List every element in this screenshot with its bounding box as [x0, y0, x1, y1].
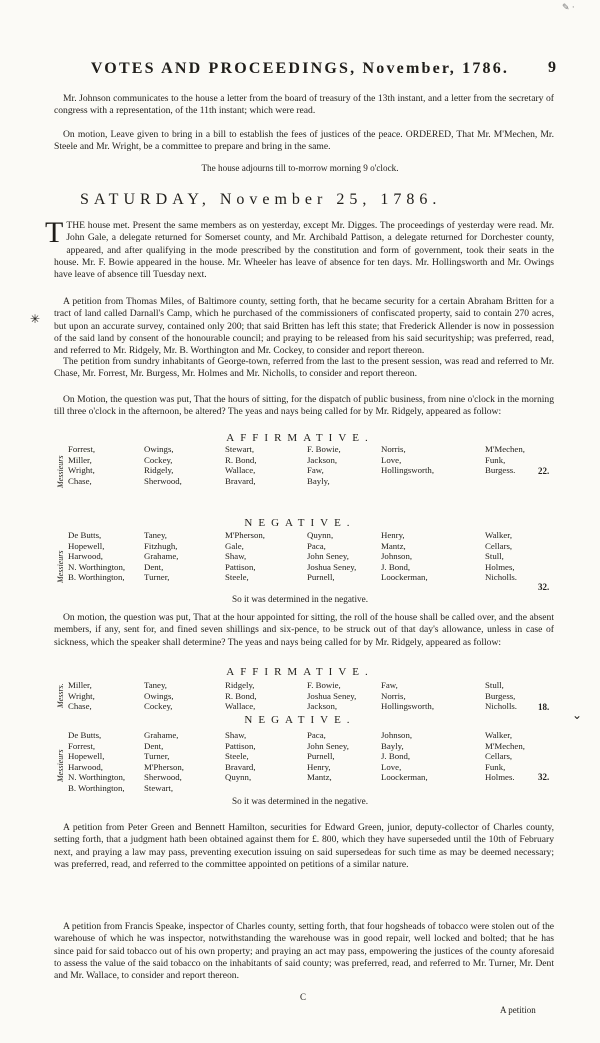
member-name: Stewart,: [225, 444, 255, 454]
member-name: Pattison,: [225, 561, 256, 572]
vote-row: [68, 691, 579, 702]
member-name: [485, 476, 579, 487]
member-name: F. Bowie,: [307, 680, 341, 690]
member-name: Nicholls.: [485, 701, 518, 711]
vote1-affirmative-total: 22.: [538, 466, 550, 476]
member-name: Hollingsworth,: [381, 701, 435, 711]
vote1-negative-label: NEGATIVE.: [244, 517, 356, 529]
vote2-negative-label: NEGATIVE.: [244, 714, 356, 726]
member-name: Wright,: [68, 465, 95, 475]
member-name: Jackson,: [307, 454, 338, 465]
paragraph-speake-petition: A petition from Francis Speake, inspector of Charles county, setting forth, that four hogsheads of tobacco were stolen out of the warehouse of which he was inspector, notwithstanding the warehouse was in good repair, well locked and bolted; that he has since paid for said tobacco out of his own property; and praying an act may pass, empowering the justices of the county aforesaid to assess the value of the said tobacco on the inhabitants of said county; was preferred, read, and referred to Mr. Turner, Mr. Dent and Mr. Wallace, to consider and report thereon.: [54, 921, 554, 982]
member-name: Owings,: [144, 444, 174, 454]
member-name: M'Mechen,: [485, 444, 525, 454]
vote-row: [68, 541, 579, 552]
margin-mark-right: ⌄: [572, 708, 583, 722]
vote-row: [68, 530, 579, 541]
paragraph-hours-motion: On Motion, the question was put, That the hours of sitting, for the dispatch of public business, from nine o'clock in the morning till three o'clock in the afternoon, be altered? The yeas and nays being called for by Mr. Ridgely, appeared as follow:: [54, 394, 554, 418]
member-name: Sherwood,: [144, 475, 182, 486]
vote-row: [68, 444, 579, 455]
member-name: Loockerman,: [381, 572, 428, 582]
member-name: John Seney,: [307, 551, 349, 561]
member-name: N. Worthington,: [68, 561, 126, 572]
member-name: Cellars,: [485, 751, 513, 761]
vote-row: [68, 751, 579, 762]
vote2-negative-table: [68, 730, 579, 793]
member-name: Funk,: [485, 454, 506, 465]
member-name: Harwood,: [68, 551, 103, 561]
member-name: Burgess.: [485, 465, 516, 475]
vote-row: [68, 455, 579, 466]
member-name: De Butts,: [68, 730, 102, 740]
vote1-affirmative-table: [68, 444, 579, 486]
member-name: Joshua Seney,: [307, 690, 357, 701]
member-name: Turner,: [144, 751, 170, 761]
member-name: Walker,: [485, 530, 513, 540]
member-name: Hopewell,: [68, 751, 105, 761]
member-name: Grahame,: [144, 730, 179, 740]
member-name: Norris,: [381, 690, 406, 701]
vote2-negative-total: 32.: [538, 772, 550, 782]
member-name: M'Mechen,: [485, 740, 525, 751]
member-name: Shaw,: [225, 730, 247, 740]
member-name: Love,: [381, 454, 402, 465]
vote2-neg-messieurs: Messieurs: [56, 749, 65, 782]
vote2-affirmative-table: [68, 680, 579, 712]
page-corner-mark: ✎ ·: [562, 2, 575, 12]
member-name: Paca,: [307, 540, 326, 551]
member-name: Henry,: [381, 530, 405, 540]
member-name: Dent,: [144, 561, 164, 572]
member-name: Mantz,: [307, 772, 332, 782]
member-name: Mantz,: [381, 540, 406, 551]
vote-row: [68, 680, 579, 691]
member-name: Faw,: [307, 465, 324, 475]
member-name: Miller,: [68, 680, 92, 690]
member-name: De Butts,: [68, 530, 102, 540]
member-name: [485, 783, 579, 794]
member-name: Love,: [381, 761, 402, 772]
member-name: Chase,: [68, 701, 92, 711]
member-name: [307, 783, 381, 794]
member-name: Grahame,: [144, 551, 179, 561]
paragraph-letters: Mr. Johnson communicates to the house a letter from the board of treasury of the 13th instant, and a letter from the secretary of congress with a representation, of the 11th instant; which were read.: [54, 93, 554, 117]
member-name: Bravard,: [225, 761, 256, 772]
margin-mark-left: ✳: [30, 312, 41, 326]
member-name: J. Bond,: [381, 561, 411, 572]
vote-row: [68, 741, 579, 752]
member-name: Holmes.: [485, 772, 515, 782]
member-name: Gale,: [225, 540, 244, 551]
member-name: J. Bond,: [381, 751, 411, 761]
paragraph-roll-call-motion: On motion, the question was put, That at the hour appointed for sitting, the roll of the house shall be called over, and the absent members, if any, sent for, and fined seven shillings and six-pence, to be struck out of that day's allowance, unless in case of sickness, which the speaker shall determine? The yeas and nays being called for by Mr. Ridgely, appeared as follow:: [54, 612, 554, 648]
vote1-negative-table: [68, 530, 579, 583]
member-name: Dent,: [144, 740, 164, 751]
member-name: Bayly,: [381, 740, 404, 751]
member-name: Turner,: [144, 572, 170, 582]
vote1-negative-total: 32.: [538, 582, 550, 592]
paragraph-fees-bill: On motion, Leave given to bring in a bill to establish the fees of justices of the peace. ORDERED, That Mr. M'Mechen, Mr. Steele and Mr. Wright, be a committee to prepare and bring in the same.: [54, 129, 554, 153]
member-name: Quynn,: [225, 772, 252, 782]
member-name: Norris,: [381, 444, 406, 454]
vote2-aff-messrs: Messrs.: [56, 683, 65, 708]
vote-row: [68, 730, 579, 741]
member-name: Bayly,: [307, 475, 330, 486]
paragraph-green-petition: A petition from Peter Green and Bennett Hamilton, securities for Edward Green, junior, deputy-collector of Charles county, setting forth, that a judgment hath been obtained against them for £. 800, which they have superseded until the 10th of February next, and praying a law may pass, preventing execution issuing on said supersedeas for such time as may be deemed necessary; was preferred, read, and referred to the committee appointed on petitions of a similar nature.: [54, 822, 554, 870]
member-name: Stewart,: [144, 782, 174, 793]
member-name: John Seney,: [307, 740, 349, 751]
member-name: Pattison,: [225, 740, 256, 751]
vote1-result: So it was determined in the negative.: [232, 594, 368, 604]
member-name: Walker,: [485, 730, 513, 740]
member-name: Holmes,: [485, 561, 515, 572]
paragraph-miles-petition: A petition from Thomas Miles, of Baltimore county, setting forth, that he became security for a certain Abraham Britten for a tract of land called Darnall's Camp, which he purchased of the commissioners of confiscated property, said to contain 270 acres, but upon an accurate survey, contained only 200; that said Britten has left this state; that Frederick Allender is now in possession of the said land by consent of the honourable council; and praying to be released from his said securityship; was preferred, read, and referred to Mr. Ridgely, Mr. B. Worthington and Mr. Cockey, to consider and report thereon.: [54, 296, 554, 357]
member-name: Miller,: [68, 454, 92, 465]
vote1-aff-messieurs: Messieurs: [56, 455, 65, 488]
member-name: Johnson,: [381, 551, 413, 561]
member-name: Quynn,: [307, 530, 334, 540]
member-name: R. Bond,: [225, 690, 257, 701]
member-name: N. Worthington,: [68, 772, 126, 782]
member-name: Funk,: [485, 761, 506, 772]
vote-row: [68, 465, 579, 476]
vote-row: [68, 772, 579, 783]
member-name: [381, 476, 485, 487]
member-name: Forrest,: [68, 444, 96, 454]
member-name: Purnell,: [307, 572, 335, 582]
vote2-affirmative-total: 18.: [538, 702, 550, 712]
member-name: Purnell,: [307, 751, 335, 761]
member-name: Chase,: [68, 475, 92, 486]
member-name: Cockey,: [144, 454, 173, 465]
member-name: Loockerman,: [381, 772, 428, 782]
member-name: Shaw,: [225, 551, 247, 561]
vote1-affirmative-label: AFFIRMATIVE.: [226, 432, 374, 444]
member-name: Owings,: [144, 690, 174, 701]
member-name: Stull,: [485, 680, 504, 690]
vote-row: [68, 762, 579, 773]
member-name: Fitzhugh,: [144, 540, 178, 551]
member-name: Taney,: [144, 530, 167, 540]
member-name: Hollingsworth,: [381, 465, 435, 475]
member-name: Steele,: [225, 751, 249, 761]
member-name: B. Worthington,: [68, 572, 125, 582]
member-name: Jackson,: [307, 701, 338, 711]
member-name: [381, 783, 485, 794]
vote2-result: So it was determined in the negative.: [232, 796, 368, 806]
member-name: M'Pherson,: [144, 761, 184, 772]
member-name: Stull,: [485, 551, 504, 561]
paragraph-house-met: [45, 216, 554, 281]
vote-row: [68, 572, 579, 583]
catchword: A petition: [500, 1005, 536, 1015]
member-name: B. Worthington,: [68, 782, 125, 793]
page-number: 9: [548, 59, 556, 76]
member-name: Steele,: [225, 572, 249, 582]
member-name: Harwood,: [68, 761, 103, 772]
vote2-affirmative-label: AFFIRMATIVE.: [226, 666, 374, 678]
adjourn-note: The house adjourns till to-morrow morning 9 o'clock.: [201, 163, 399, 173]
vote-row: [68, 476, 579, 487]
member-name: Johnson,: [381, 730, 413, 740]
signature-mark: C: [300, 992, 307, 1002]
member-name: M'Pherson,: [225, 530, 265, 540]
vote-row: [68, 551, 579, 562]
member-name: Paca,: [307, 730, 326, 740]
vote-row: [68, 701, 579, 712]
member-name: Sherwood,: [144, 772, 182, 782]
member-name: Cellars,: [485, 540, 513, 551]
member-name: Taney,: [144, 680, 167, 690]
member-name: Forrest,: [68, 740, 96, 751]
vote-row: [68, 562, 579, 573]
member-name: Ridgely,: [144, 465, 174, 475]
member-name: Wallace,: [225, 701, 256, 711]
member-name: Burgess,: [485, 690, 516, 701]
member-name: Henry,: [307, 761, 331, 772]
member-name: Cockey,: [144, 701, 173, 711]
member-name: [225, 783, 307, 794]
vote-row: [68, 783, 579, 794]
member-name: Nicholls.: [485, 572, 518, 582]
member-name: Ridgely,: [225, 680, 255, 690]
page-header: VOTES AND PROCEEDINGS, November, 1786.: [90, 60, 510, 77]
vote1-neg-messieurs: Messieurs: [56, 550, 65, 583]
paragraph-georgetown-petition: The petition from sundry inhabitants of George-town, referred from the last to the present session, was read and referred to Mr. Chase, Mr. Forrest, Mr. Burgess, Mr. Holmes and Mr. Nicholls, to consider and report thereon.: [54, 356, 554, 380]
member-name: Bravard,: [225, 475, 256, 486]
paragraph-house-met-text: THE house met. Present the same members as on yesterday, except Mr. Digges. The proceedings of yesterday were read. Mr. John Gale, a delegate returned for Somerset county, and Mr. Archibald Pattison, a delegate returned for Dorchester county, appeared, and after qualifying in the mode prescribed by the constitution and form of government, took their seats in the house. Mr. F. Bowie appeared in the house. Mr. Wheeler has leave of absence for ten days. Mr. Hollingsworth and Mr. Owings have leave of absence till Tuesday next.: [54, 220, 554, 281]
member-name: Wallace,: [225, 465, 256, 475]
member-name: Joshua Seney,: [307, 561, 357, 572]
member-name: Hopewell,: [68, 540, 105, 551]
member-name: Wright,: [68, 690, 95, 701]
drop-cap: T: [45, 216, 64, 249]
member-name: F. Bowie,: [307, 444, 341, 454]
member-name: Faw,: [381, 680, 398, 690]
member-name: R. Bond,: [225, 454, 257, 465]
day-heading: SATURDAY, November 25, 1786.: [80, 191, 442, 208]
